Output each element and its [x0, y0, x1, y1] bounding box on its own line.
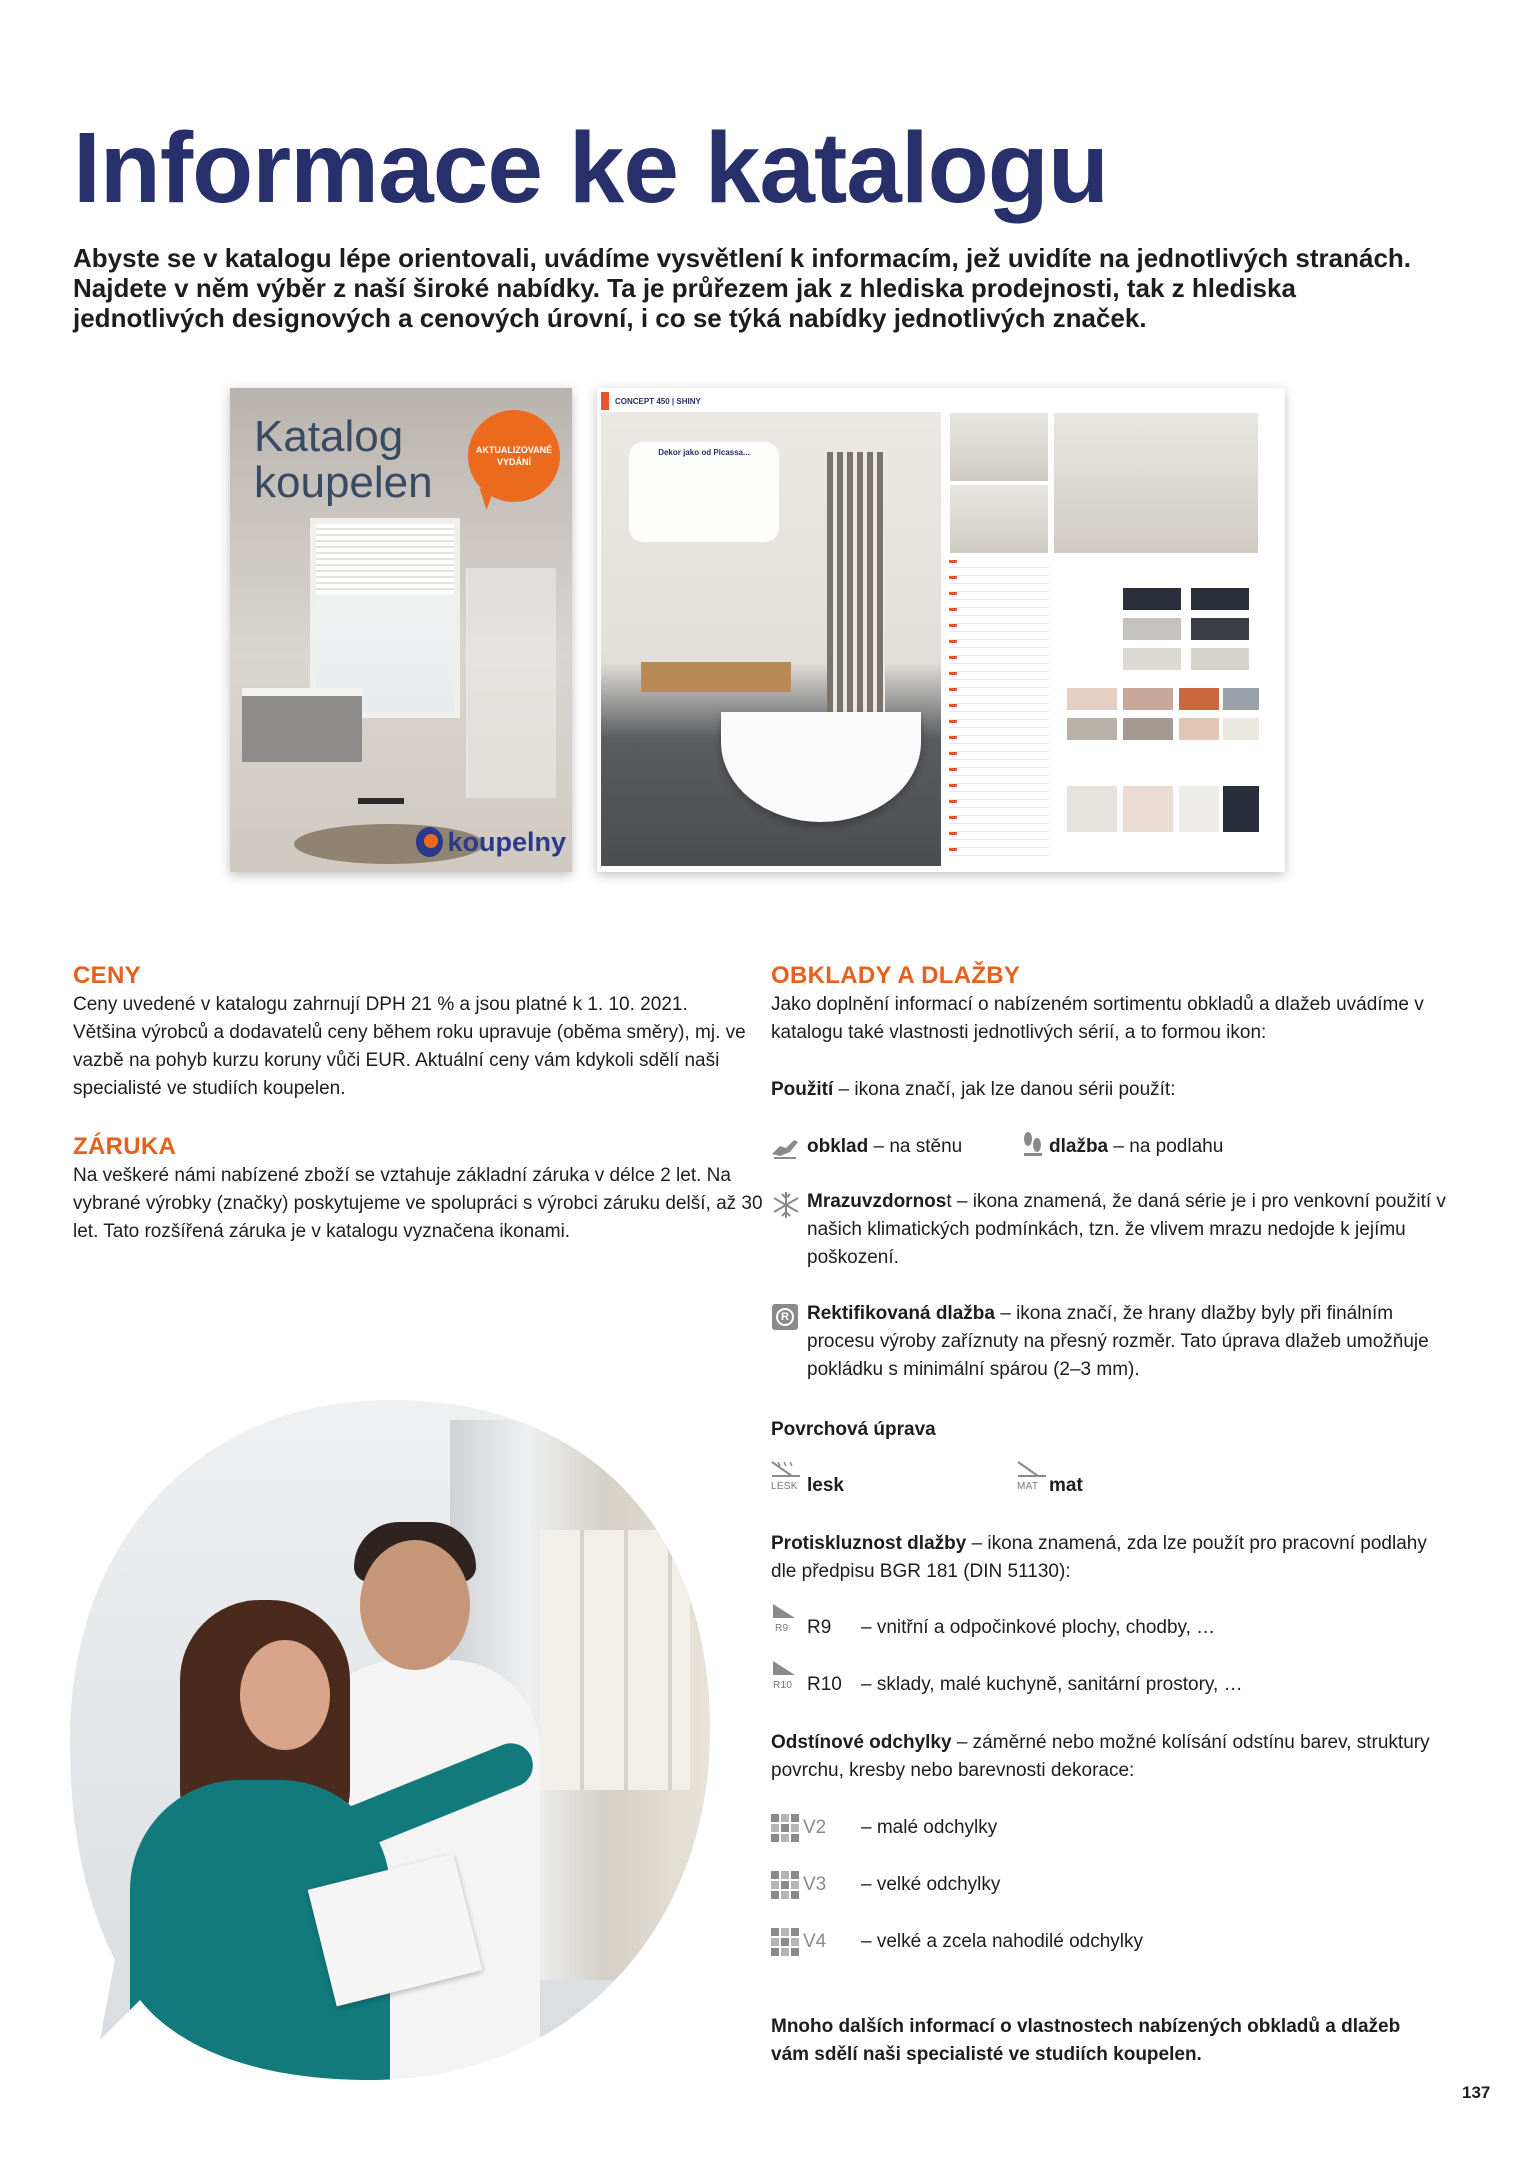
v4-code: V4: [803, 1931, 827, 1952]
page-title: Informace ke katalogu: [73, 112, 1108, 224]
spread-tile: [1179, 718, 1219, 740]
obklad-text: – na stěnu: [868, 1136, 963, 1157]
odstin-text: [771, 1729, 1443, 1785]
gloss-icon: [770, 1460, 802, 1478]
cover-vanity-cabinet: [242, 688, 362, 762]
spread-product-table: [949, 560, 1049, 860]
povrch-heading-text: Povrchová úprava: [771, 1419, 936, 1440]
catalog-cover-image: [230, 388, 572, 872]
spread-tile: [1123, 648, 1181, 670]
spread-header-mark: [601, 392, 609, 410]
lesk-label: lesk: [807, 1475, 844, 1496]
photo-man-face: [360, 1540, 470, 1670]
pouziti-line: [771, 1076, 1175, 1104]
v2-code: V2: [803, 1817, 827, 1838]
odstin-label: Odstínové odchylky: [771, 1732, 952, 1753]
obklady-heading: OBKLADY A DLAŽBY: [771, 962, 1021, 989]
slope-r9-icon: [771, 1602, 797, 1620]
r10-tag: R10: [773, 1680, 793, 1691]
zaruka-heading: ZÁRUKA: [73, 1133, 177, 1160]
matte-icon: [1016, 1460, 1048, 1478]
r10-desc: – sklady, malé kuchyně, sanitární prostory, …: [861, 1674, 1243, 1695]
spread-thumb-3: [1053, 412, 1259, 554]
mraz-text: [807, 1188, 1447, 1272]
pouziti-label: Použití: [771, 1079, 834, 1100]
odstin-desc: – záměrné nebo možné kolísání odstínu barev, struktury povrchu, kresby nebo barevnosti dekorace:: [771, 1732, 1430, 1781]
cover-badge: [468, 410, 560, 502]
ceny-heading: CENY: [73, 962, 141, 989]
povrch-heading: [771, 1416, 936, 1444]
spread-tile: [1067, 718, 1117, 740]
rectified-icon: [772, 1304, 798, 1330]
spread-tile: [1223, 718, 1259, 740]
spread-tile: [1123, 618, 1181, 640]
spread-bathroom-photo: [601, 412, 941, 866]
spread-quote-bubble: [629, 442, 779, 542]
r9-desc: – vnitřní a odpočinkové plochy, chodby, …: [861, 1617, 1216, 1638]
photo-woman-face: [240, 1640, 330, 1750]
cover-brand-logo: [416, 822, 566, 862]
customers-photo: [70, 1400, 710, 2080]
protiskluz-desc: – ikona znamená, zda lze použít pro pracovní podlahy dle předpisu BGR 181 (DIN 51130):: [771, 1533, 1427, 1582]
v4-desc: – velké a zcela nahodilé odchylky: [861, 1931, 1144, 1952]
v3-desc: – velké odchylky: [861, 1874, 1001, 1895]
cover-stool: [358, 798, 404, 824]
rekt-label: Rektifikovaná dlažba: [807, 1303, 995, 1324]
shade-v3-icon: [771, 1871, 799, 1899]
obklad-item: [807, 1133, 962, 1161]
spread-bubble-title: Dekor jako od Picassa...: [658, 448, 750, 457]
rectified-icon-letter: R: [776, 1308, 794, 1326]
rekt-desc: – ikona značí, že hrany dlažby byly při finálním procesu výroby zaříznuty na přesný rozměr. Tato úprava dlažeb umožňuje pokládku s minimální spárou (2–3 mm).: [807, 1303, 1429, 1380]
spread-bathtub: [721, 712, 921, 822]
spread-vanity: [641, 662, 791, 692]
brand-logo-icon: [416, 827, 443, 857]
mat-label: mat: [1049, 1475, 1083, 1496]
closing-text: Mnoho dalších informací o vlastnostech nabízených obkladů a dlažeb vám sdělí naši specialisté ve studiích koupelen.: [771, 2016, 1401, 2065]
spread-tile: [1191, 588, 1249, 610]
lesk-item: [807, 1472, 844, 1500]
spread-thumb-1: [949, 412, 1049, 482]
ceny-text: Ceny uvedené v katalogu zahrnují DPH 21 % a jsou platné k 1. 10. 2021. Většina výrobců a dodavatelů ceny během roku upravuje (oběma směry), mj. ve vazbě na pohyb kurzu koruny vůči EUR. Aktuální ceny vám kdykoli sdělí naši specialisté ve studiích koupelen.: [73, 994, 746, 1099]
catalog-spread-image: [597, 388, 1285, 872]
spread-tile: [1223, 786, 1259, 832]
shade-v4-icon: [771, 1928, 799, 1956]
spread-radiator: [827, 452, 885, 722]
rekt-text: [807, 1300, 1447, 1384]
photo-tile-samples: [540, 1530, 690, 1790]
spread-tile: [1191, 618, 1249, 640]
pouziti-text: – ikona značí, jak lze danou sérii použít:: [833, 1079, 1176, 1100]
r10-code: R10: [807, 1674, 842, 1695]
v3-code: V3: [803, 1874, 827, 1895]
spread-tile: [1067, 786, 1117, 832]
cover-badge-text: AKTUALIZOVANÉ VYDÁNÍ: [475, 445, 553, 467]
spread-tile: [1191, 648, 1249, 670]
obklad-label: obklad: [807, 1136, 869, 1157]
page-number: 137: [1462, 2083, 1491, 2102]
dlazba-label: dlažba: [1049, 1136, 1109, 1157]
spread-header: [601, 392, 701, 410]
cover-brand-text: koupelny: [447, 826, 566, 857]
r9-code: R9: [807, 1617, 832, 1638]
shade-v2-icon: [771, 1814, 799, 1842]
spread-tile: [1179, 786, 1219, 832]
dlazba-item: [1049, 1133, 1223, 1161]
gloss-tag: LESK: [771, 1481, 798, 1492]
spread-tile: [1223, 688, 1259, 710]
spread-tile: [1123, 588, 1181, 610]
spread-tile: [1179, 688, 1219, 710]
spread-header-text: CONCEPT 450 | SHINY: [615, 396, 701, 406]
spread-thumb-2: [949, 484, 1049, 554]
wall-hand-icon: [770, 1134, 800, 1160]
slope-r10-icon: [771, 1659, 797, 1677]
intro-text: Abyste se v katalogu lépe orientovali, uvádíme vysvětlení k informacím, jež uvidíte na jednotlivých stranách. Najdete v něm výběr z naší široké nabídky. Ta je průřezem jak z hlediska prodejnosti, tak z hlediska jednotlivých designových a cenových úrovní, i co se týká nabídky jednotlivých značek.: [73, 243, 1412, 333]
mraz-label: Mrazuvzdornos: [807, 1191, 947, 1212]
cover-shower-glass: [466, 568, 556, 798]
protiskluz-label: Protiskluznost dlažby: [771, 1533, 967, 1554]
cover-title: Katalog koupelen: [254, 412, 433, 507]
dlazba-text: – na podlahu: [1108, 1136, 1224, 1157]
spread-tile: [1123, 718, 1173, 740]
footprints-icon: [1022, 1131, 1044, 1159]
spread-tile: [1123, 688, 1173, 710]
zaruka-text: Na veškeré námi nabízené zboží se vztahuje základní záruka v délce 2 let. Na vybrané výrobky (značky) poskytujeme ve spolupráci s výrobci záruku delší, až 30 let. Tato rozšířená záruka je v katalogu vyznačena ikonami.: [73, 1165, 763, 1242]
protiskluz-text: [771, 1530, 1443, 1586]
matte-tag: MAT: [1017, 1481, 1039, 1492]
r9-tag: R9: [775, 1623, 789, 1634]
mat-item: [1049, 1472, 1083, 1500]
spread-tile: [1123, 786, 1173, 832]
obklady-intro: Jako doplnění informací o nabízeném sortimentu obkladů a dlažeb uvádíme v katalogu také vlastnosti jednotlivých sérií, a to formou ikon:: [771, 994, 1424, 1043]
spread-tile: [1067, 688, 1117, 710]
v2-desc: – malé odchylky: [861, 1817, 998, 1838]
snowflake-icon: [771, 1190, 801, 1220]
mraz-desc: t – ikona znamená, že daná série je i pro venkovní použití v našich klimatických podmínkách, tzn. že vlivem mrazu nedojde k jejímu poškození.: [807, 1191, 1446, 1268]
